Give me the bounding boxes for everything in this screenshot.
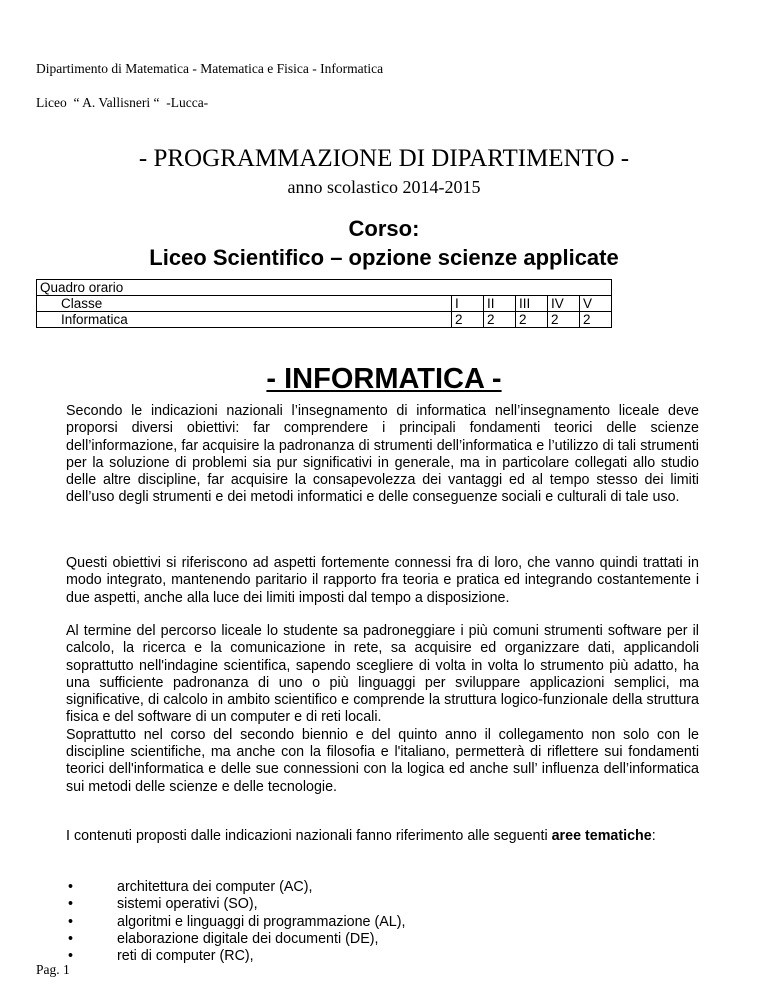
schedule-subject-row bbox=[37, 312, 612, 328]
schedule-title: Quadro orario bbox=[37, 280, 612, 296]
school-name: Liceo “ A. Vallisneri “ -Lucca- bbox=[36, 95, 209, 110]
list-item bbox=[66, 896, 405, 913]
list-item bbox=[66, 931, 405, 948]
course-heading bbox=[0, 214, 768, 272]
hours-cell: 2 bbox=[548, 312, 580, 328]
bullet-icon: • bbox=[68, 930, 74, 947]
topics-intro-end: : bbox=[651, 828, 656, 844]
course-label: Corso: bbox=[348, 216, 420, 241]
topics-list bbox=[66, 879, 405, 965]
list-item-text: elaborazione digitale dei documenti (DE), bbox=[117, 930, 379, 947]
schedule-table bbox=[36, 279, 612, 328]
topics-intro-bold: aree tematiche bbox=[551, 828, 652, 844]
course-name: Liceo Scientifico – opzione scienze applicate bbox=[149, 245, 619, 270]
schedule-title-row bbox=[37, 280, 612, 296]
schedule-class-row bbox=[37, 296, 612, 312]
list-item bbox=[66, 879, 405, 896]
hours-cell: 2 bbox=[452, 312, 484, 328]
list-item bbox=[66, 948, 405, 965]
section-title: - INFORMATICA - bbox=[266, 363, 502, 395]
department-header: Dipartimento di Matematica - Matematica e Fisica - Informatica bbox=[36, 61, 384, 76]
topics-intro bbox=[66, 828, 699, 845]
bullet-icon: • bbox=[68, 896, 74, 913]
list-item bbox=[66, 914, 405, 931]
class-cell: V bbox=[580, 296, 612, 312]
bullet-icon: • bbox=[68, 913, 74, 930]
class-cell: III bbox=[516, 296, 548, 312]
class-cell: I bbox=[452, 296, 484, 312]
paragraph-outcomes-text: Al termine del percorso liceale lo studente sa padroneggiare i più comuni strumenti software per il calcolo, la ricerca e la comunicazione in rete, sa acquisire ed organizzare dati, applicandoli soprattutto nell'indagine scientifica, sapendo scegliere di volta in volta lo strumento più adatto, ha una sufficiente padronanza di uno o più linguaggi per sviluppare applicazioni semplici, ma significative, di calcolo in ambito scientifico e comprende la struttura logico-funzionale della struttura fisica e del software di un computer e di reti locali. bbox=[66, 623, 699, 726]
list-item-text: algoritmi e linguaggi di programmazione (AL), bbox=[117, 913, 406, 930]
list-item-text: sistemi operativi (SO), bbox=[117, 896, 258, 913]
paragraph-connections-text: Soprattutto nel corso del secondo biennio e del quinto anno il collegamento non solo con le discipline scientifiche, ma anche con la filosofia e l'italiano, permetterà di riflettere sui fondamenti teorici dell'informatica e delle sue connessioni con la logica ed anche sull’ influenza dell’informatica sui metodi delle scienze e delle tecnologie. bbox=[66, 726, 699, 795]
topics-intro-text: I contenuti proposti dalle indicazioni nazionali fanno riferimento alle seguenti bbox=[66, 828, 552, 844]
bullet-icon: • bbox=[68, 948, 74, 965]
class-cell: IV bbox=[548, 296, 580, 312]
paragraph-outcomes bbox=[66, 623, 699, 796]
hours-cell: 2 bbox=[580, 312, 612, 328]
hours-cell: 2 bbox=[516, 312, 548, 328]
list-item-text: reti di computer (RC), bbox=[117, 948, 254, 965]
class-label: Classe bbox=[37, 296, 452, 312]
paragraph-objectives: Secondo le indicazioni nazionali l’insegnamento di informatica nell’insegnamento liceale deve proporsi diversi obiettivi: far comprendere i principali fondamenti teorici delle scienze dell’informazione, far acquisire la padronanza di strumenti dell’informatica e l’utilizzo di tali strumenti per la soluzione di problemi sia pur significativi in generale, ma in particolare collegati allo studio delle altre discipline, far acquisire la consapevolezza dei vantaggi ed al tempo stesso dei limiti dell’uso degli strumenti e dei metodi informatici e delle conseguenze sociali e culturali di tale uso. bbox=[66, 403, 699, 506]
school-year: anno scolastico 2014-2015 bbox=[287, 177, 481, 197]
programme-title: - PROGRAMMAZIONE DI DIPARTIMENTO - bbox=[138, 145, 630, 172]
paragraph-integration: Questi obiettivi si riferiscono ad aspetti fortemente connessi fra di loro, che vanno quindi trattati in modo integrato, mantenendo paritario il rapporto fra teoria e pratica ed integrando costantemente i due aspetti, anche alla luce dei limiti imposti dal tempo a disposizione. bbox=[66, 555, 699, 606]
hours-cell: 2 bbox=[484, 312, 516, 328]
class-cell: II bbox=[484, 296, 516, 312]
list-item-text: architettura dei computer (AC), bbox=[117, 879, 313, 895]
subject-label: Informatica bbox=[37, 312, 452, 328]
page-number: Pag. 1 bbox=[36, 962, 70, 977]
bullet-icon: • bbox=[68, 879, 74, 895]
